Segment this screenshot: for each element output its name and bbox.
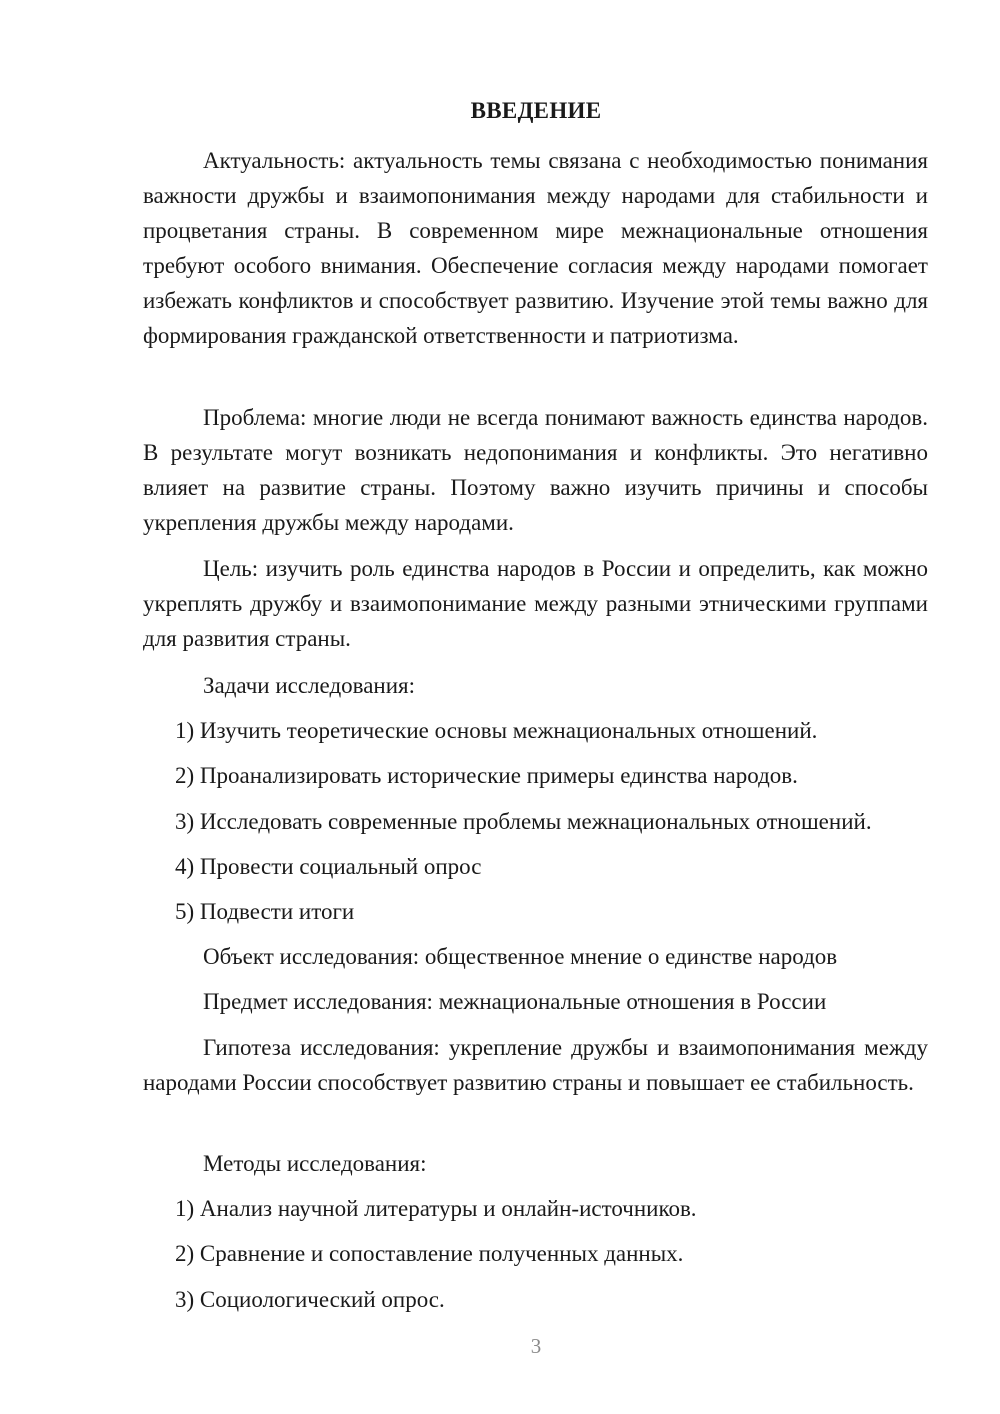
method-item: 3) Социологический опрос.	[175, 1287, 445, 1312]
subject-paragraph: Предмет исследования: межнациональные отношения в России	[203, 989, 827, 1014]
problem-paragraph: Проблема: многие люди не всегда понимают важность единства народов. В результате могут возникать недопонимания и конфликты. Это негативно влияет на развитие страны. Поэтому важно изучить причины и способы укрепления дружбы между народами.	[143, 405, 928, 535]
page-number: 3	[530, 1334, 542, 1358]
method-item: 1) Анализ научной литературы и онлайн-источников.	[175, 1196, 697, 1221]
method-item: 2) Сравнение и сопоставление полученных данных.	[175, 1241, 684, 1266]
relevance-paragraph: Актуальность: актуальность темы связана с необходимостью понимания важности дружбы и взаимопонимания между народами для стабильности и процветания страны. В современном мире межнациональные отношения требуют особого внимания. Обеспечение согласия между народами помогает избежать конфликтов и способствует развитию. Изучение этой темы важно для формирования гражданской ответственности и патриотизма.	[143, 148, 928, 348]
goal-paragraph: Цель: изучить роль единства народов в России и определить, как можно укреплять дружбу и взаимопонимание между разными этническими группами для развития страны.	[143, 556, 928, 651]
object-paragraph: Объект исследования: общественное мнение о единстве народов	[203, 944, 838, 969]
task-item: 4) Провести социальный опрос	[175, 854, 482, 879]
section-title: ВВЕДЕНИЕ	[470, 98, 602, 123]
methods-heading: Методы исследования:	[203, 1151, 427, 1176]
task-item: 2) Проанализировать исторические примеры единства народов.	[175, 763, 798, 788]
task-item: 5) Подвести итоги	[175, 899, 355, 924]
task-item: 1) Изучить теоретические основы межнациональных отношений.	[175, 718, 818, 743]
task-item: 3) Исследовать современные проблемы межнациональных отношений.	[175, 809, 872, 834]
tasks-heading: Задачи исследования:	[203, 673, 416, 698]
hypothesis-paragraph: Гипотеза исследования: укрепление дружбы и взаимопонимания между народами России способствует развитию страны и повышает ее стабильность.	[143, 1035, 928, 1095]
